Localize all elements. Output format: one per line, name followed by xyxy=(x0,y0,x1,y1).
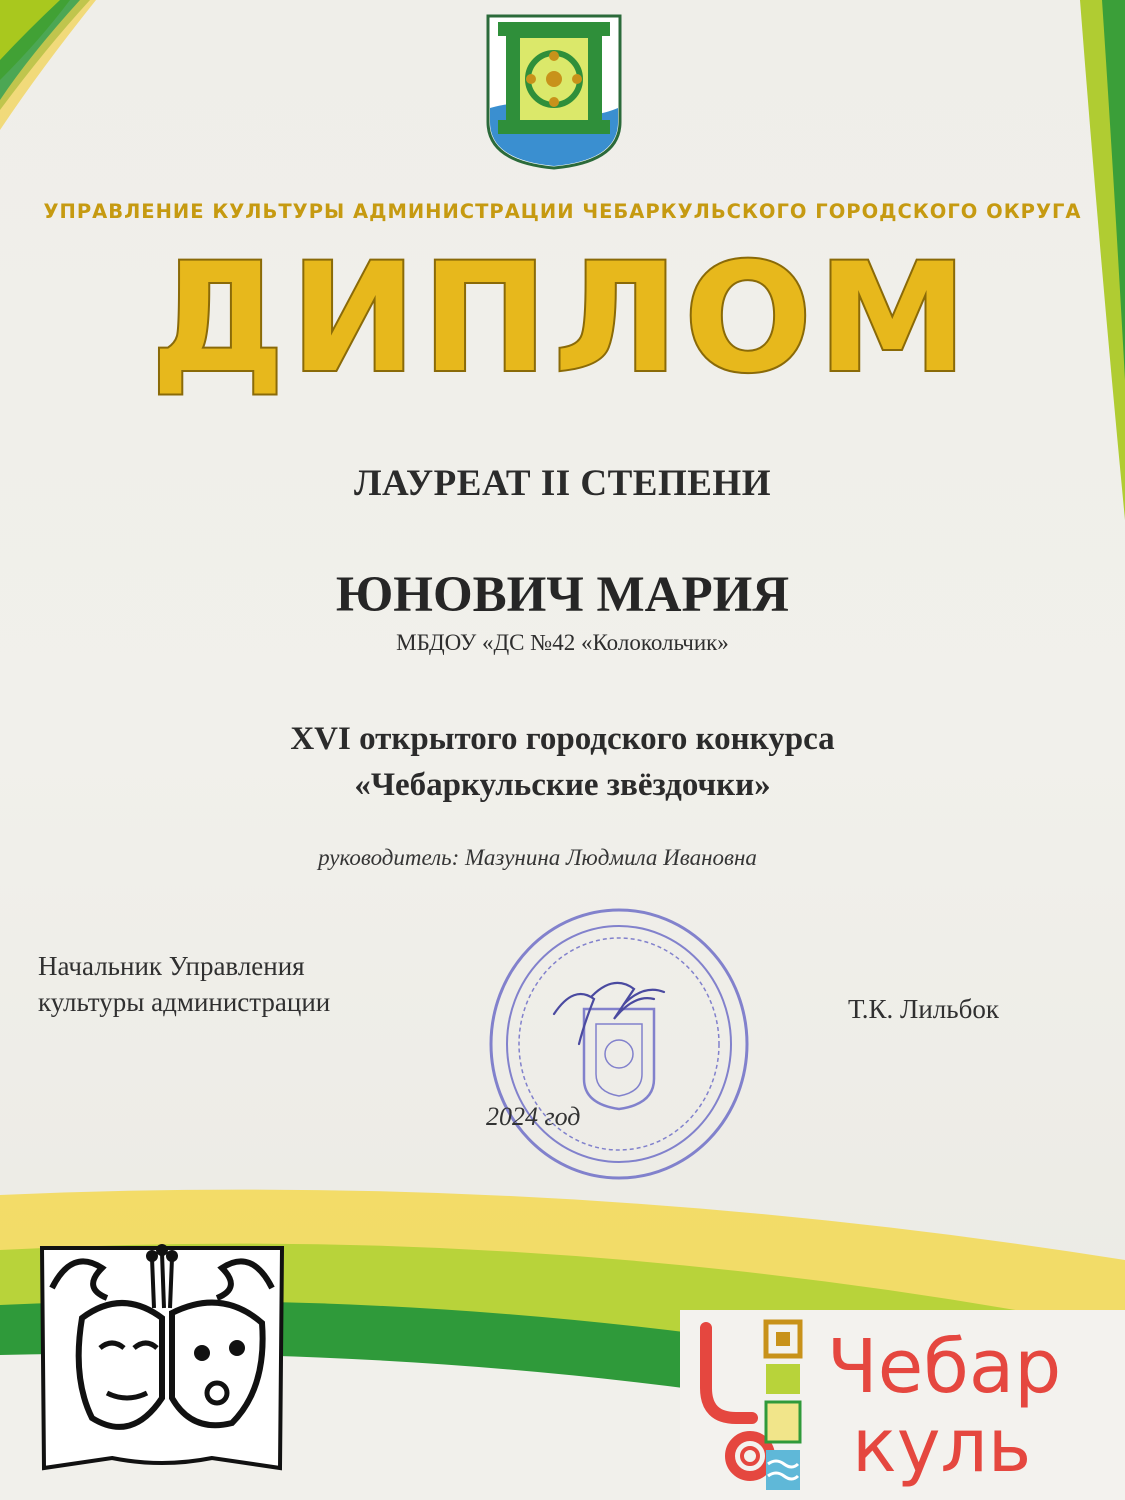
signatory-role-line1: Начальник Управления xyxy=(38,951,305,981)
diploma-title xyxy=(0,240,1125,400)
recipient-institution: МБДОУ «ДС №42 «Колокольчик» xyxy=(396,630,729,655)
city-name-line2: куль xyxy=(852,1403,1032,1489)
diploma-year: 2024 год xyxy=(486,1102,581,1131)
laureate-degree: ЛАУРЕАТ II СТЕПЕНИ xyxy=(353,463,771,504)
organization-heading: УПРАВЛЕНИЕ КУЛЬТУРЫ АДМИНИСТРАЦИИ ЧЕБАРКУЛЬСКОГО ГОРОДСКОГО ОКРУГА xyxy=(43,200,1082,223)
recipient-name: ЮНОВИЧ МАРИЯ xyxy=(335,567,790,623)
official-round-stamp-icon xyxy=(484,904,754,1184)
diploma-title-text: ДИПЛОМ xyxy=(150,240,974,400)
contest-title-line2: «Чебаркульские звёздочки» xyxy=(354,767,771,803)
theatre-masks-icon xyxy=(12,1228,312,1490)
signatory-role-line2: культуры администрации xyxy=(38,987,331,1017)
signatory-role xyxy=(38,948,330,1020)
signatory-name: Т.К. Лильбок xyxy=(848,994,999,1024)
city-coat-of-arms-icon xyxy=(484,12,624,170)
city-name-line1: Чебар xyxy=(827,1324,1062,1410)
supervisor-line: руководитель: Мазунина Людмила Ивановна xyxy=(318,845,757,870)
contest-title-line1: XVI открытого городского конкурса xyxy=(290,721,835,757)
